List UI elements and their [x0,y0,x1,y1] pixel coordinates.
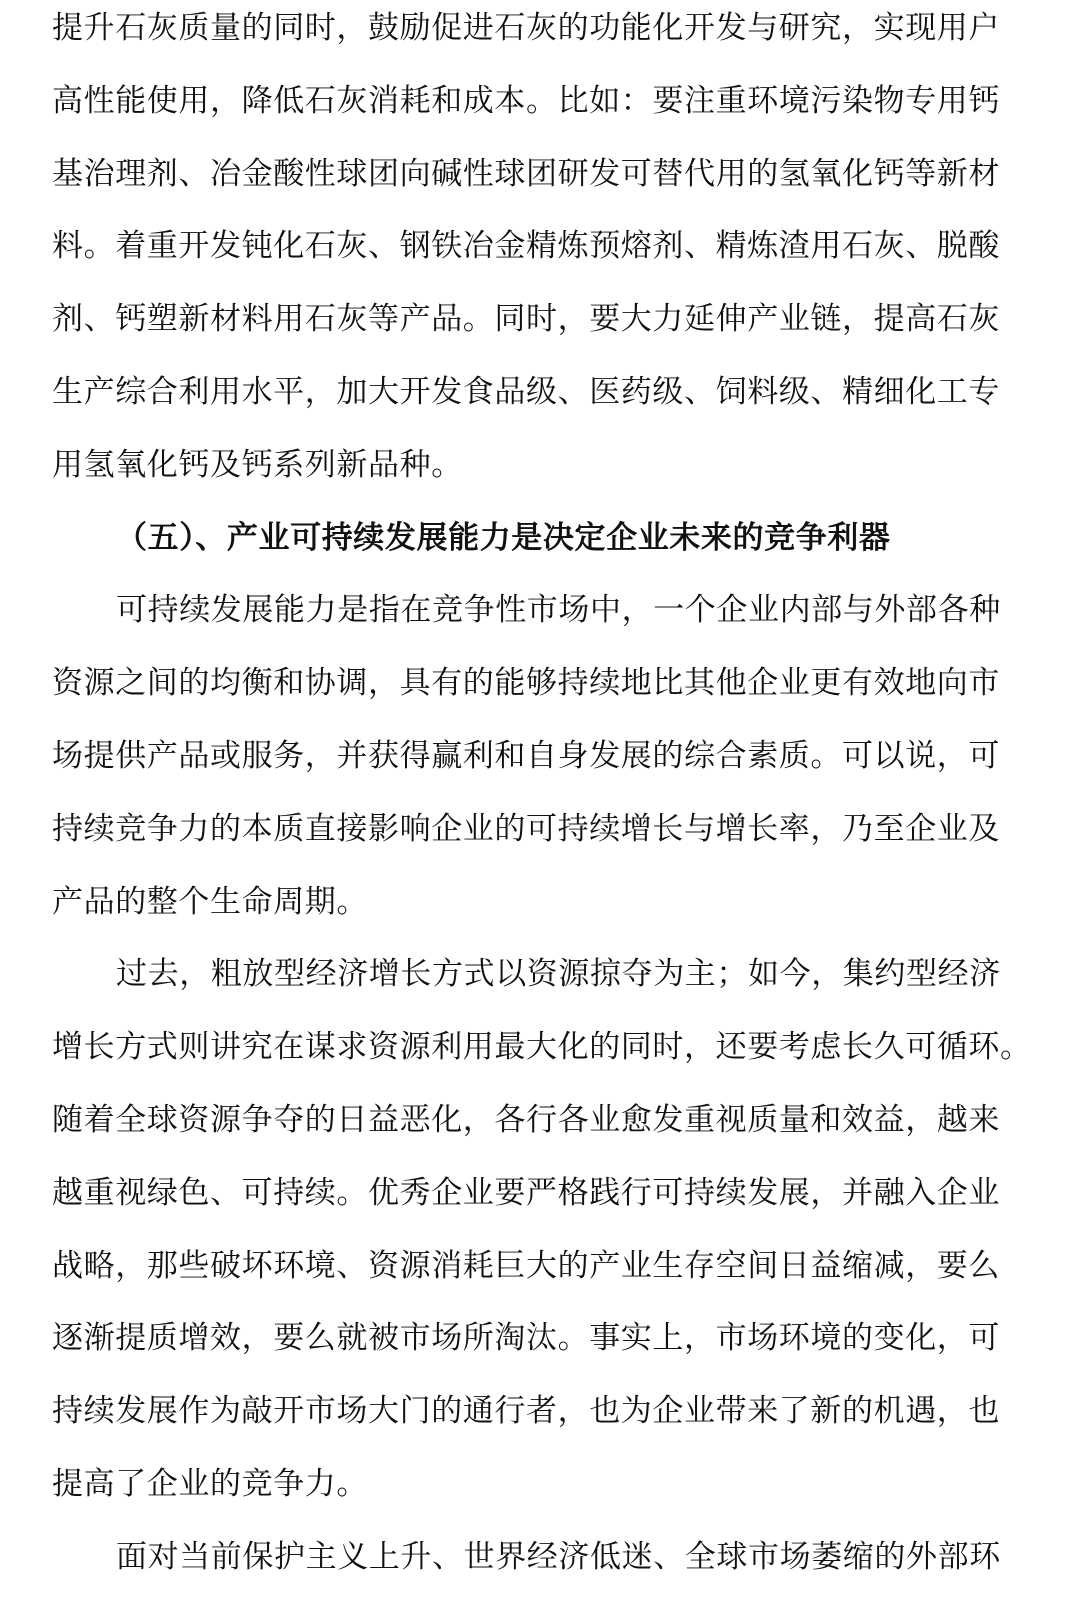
document-page [52,0,1032,1594]
text-line: 场提供产品或服务，并获得赢利和自身发展的综合素质。可以说，可 [52,737,1000,774]
text-line: 越重视绿色、可持续。优秀企业要严格践行可持续发展，并融入企业 [52,1174,1000,1211]
text-line: 产品的整个生命周期。 [52,883,368,920]
text-line: 面对当前保护主义上升、世界经济低迷、全球市场萎缩的外部环 [116,1538,1001,1575]
paragraph-sustainability-definition [52,574,1012,938]
paragraph-growth-model [52,938,1032,1520]
text-line: 高性能使用，降低石灰消耗和成本。比如：要注重环境污染物专用钙 [52,82,1000,119]
text-line: 剂、钙塑新材料用石灰等产品。同时，要大力延伸产业链，提高石灰 [52,301,1000,338]
text-line: 过去，粗放型经济增长方式以资源掠夺为主；如今，集约型经济 [116,956,1001,993]
text-line: 战略，那些破坏环境、资源消耗巨大的产业生存空间日益缩减，要么 [52,1247,1000,1284]
text-line: 可持续发展能力是指在竞争性市场中，一个企业内部与外部各种 [116,592,1001,629]
text-line: 提升石灰质量的同时，鼓励促进石灰的功能化开发与研究，实现用户 [52,10,1000,46]
text-line: 资源之间的均衡和协调，具有的能够持续地比其他企业更有效地向市 [52,665,1000,702]
text-line: 逐渐提质增效，要么就被市场所淘汰。事实上，市场环境的变化，可 [52,1320,1000,1357]
text-line: 生产综合利用水平，加大开发食品级、医药级、饲料级、精细化工专 [52,373,1000,410]
text-line: 基治理剂、冶金酸性球团向碱性球团研发可替代用的氢氧化钙等新材 [52,155,1000,192]
text-line: 持续竞争力的本质直接影响企业的可持续增长与增长率，乃至企业及 [52,810,1000,847]
text-line: 提高了企业的竞争力。 [52,1465,368,1502]
paragraph-lime-functional-development [52,0,1012,502]
text-line: 用氢氧化钙及钙系列新品种。 [52,446,463,483]
section-heading [52,502,1012,575]
text-line: 持续发展作为敲开市场大门的通行者，也为企业带来了新的机遇，也 [52,1393,1000,1430]
section-heading-text: （五）、产业可持续发展能力是决定企业未来的竞争利器 [116,519,891,556]
text-line: 增长方式则讲究在谋求资源利用最大化的同时，还要考虑长久可循环。 [52,1029,1032,1066]
paragraph-external-environment [52,1521,1012,1594]
text-line: 料。着重开发钝化石灰、钢铁冶金精炼预熔剂、精炼渣用石灰、脱酸 [52,228,1000,265]
text-line: 随着全球资源争夺的日益恶化，各行各业愈发重视质量和效益，越来 [52,1101,1000,1138]
